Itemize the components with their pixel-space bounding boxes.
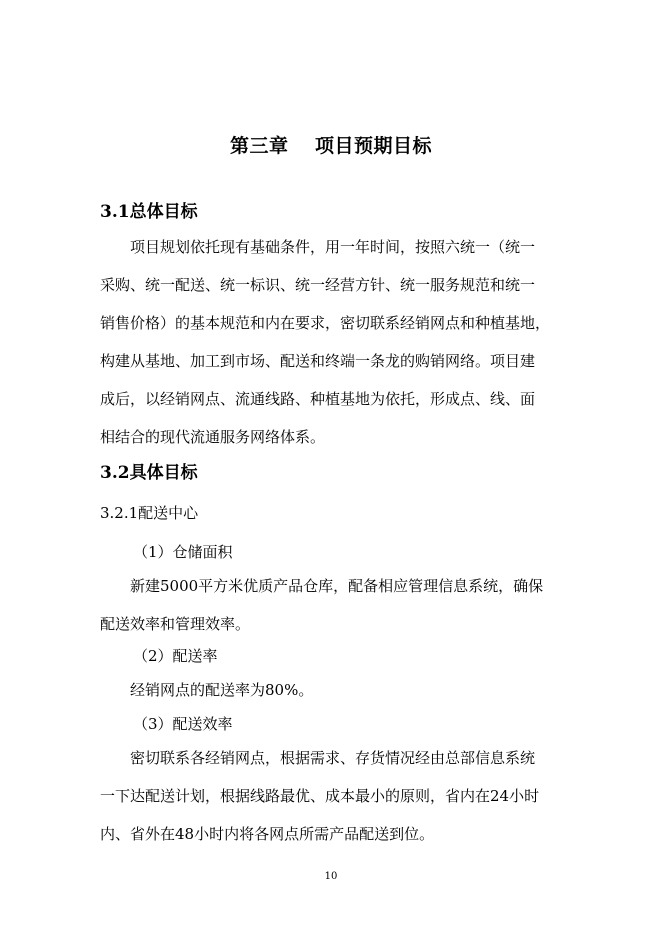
delivery-rate-paragraph (100, 671, 562, 709)
paragraph-line: 相结合的现代流通服务网络体系。 (100, 428, 326, 446)
item-label-storage-area: （1）仓储面积 (133, 543, 233, 561)
paragraph-line: 内、省外在48小时内将各网点所需产品配送到位。 (100, 825, 435, 843)
section-3-1-paragraph (100, 228, 562, 456)
section-heading-3-1: 3.1总体目标 (100, 202, 198, 222)
subsection-heading-3-2-1: 3.2.1配送中心 (100, 504, 199, 522)
section-heading-3-2: 3.2具体目标 (100, 463, 198, 483)
paragraph-line: 经销网点的配送率为80%。 (130, 681, 314, 699)
paragraph-line: 配送效率和管理效率。 (100, 615, 251, 633)
paragraph-line: 一下达配送计划，根据线路最优、成本最小的原则，省内在24小时 (100, 787, 540, 805)
paragraph-line: 销售价格）的基本规范和内在要求，密切联系经销网点和种植基地， (100, 314, 551, 332)
paragraph-line: 项目规划依托现有基础条件，用一年时间，按照六统一（统一 (130, 238, 536, 256)
paragraph-line: 采购、统一配送、统一标识、统一经营方针、统一服务规范和统一 (100, 276, 536, 294)
item-label-delivery-efficiency: （3）配送效率 (133, 715, 233, 733)
storage-area-paragraph (100, 567, 562, 643)
paragraph-line: 新建5000平方米优质产品仓库，配备相应管理信息系统，确保 (130, 577, 544, 595)
item-label-delivery-rate: （2）配送率 (133, 647, 218, 665)
page-number: 10 (324, 871, 338, 882)
delivery-efficiency-paragraph (100, 739, 562, 853)
paragraph-line: 构建从基地、加工到市场、配送和终端一条龙的购销网络。项目建 (100, 352, 536, 370)
paragraph-line: 成后，以经销网点、流通线路、种植基地为依托，形成点、线、面 (100, 390, 536, 408)
paragraph-line: 密切联系各经销网点，根据需求、存货情况经由总部信息系统 (130, 749, 536, 767)
chapter-title: 第三章 项目预期目标 (229, 135, 433, 157)
